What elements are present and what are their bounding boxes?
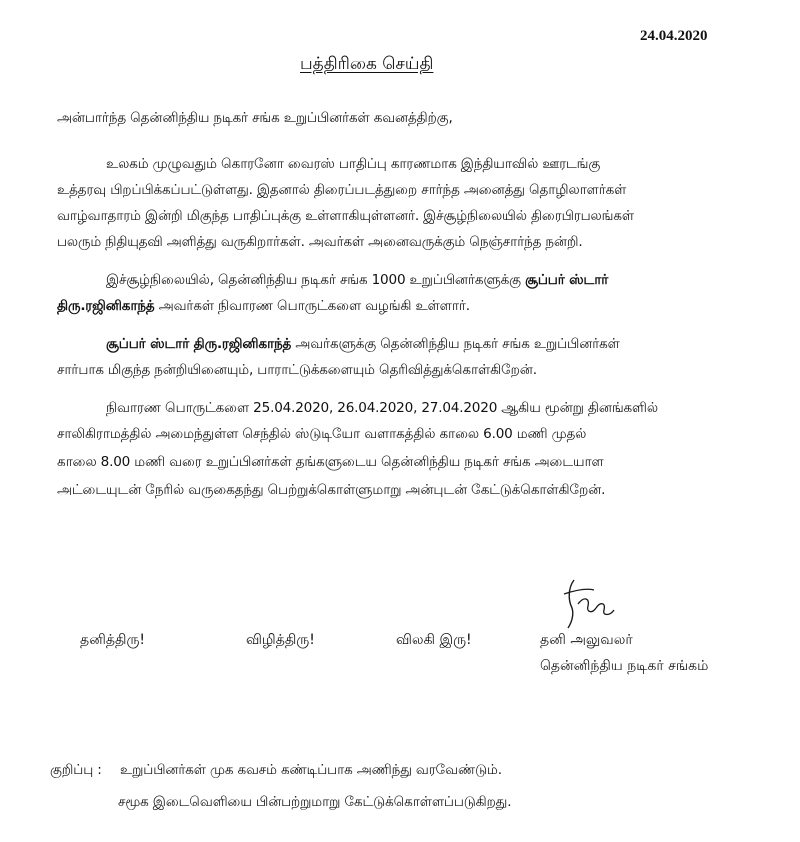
note-label: குறிப்பு : [50,762,102,778]
paragraph-1-line-1: உலகம் முழுவதும் கொரனோ வைரஸ் பாதிப்பு காரணமாக இந்தியாவில் ஊரடங்கு [106,156,601,172]
name-emphasis: திரு.ரஜினிகாந்த் [57,298,155,314]
paragraph-2-line-2 [57,298,470,316]
note-line-2: சமூக இடைவெளியை பின்பற்றுமாறு கேட்டுக்கொள்ளப்படுகிறது. [118,794,512,810]
slogan-stay-alone: தனித்திரு! [80,632,146,648]
paragraph-4-line-2: சாலிகிராமத்தில் அமைந்துள்ள செந்தில் ஸ்டுடியோ வளாகத்தில் காலை 6.00 மணி முதல் [57,426,587,442]
paragraph-4-line-4: அட்டையுடன் நேரில் வருகைதந்து பெற்றுக்கொள்ளுமாறு அன்புடன் கேட்டுக்கொள்கிறேன். [57,482,606,498]
signatory-role: தனி அலுவலர் [540,632,633,648]
signatory-organization: தென்னிந்திய நடிகர் சங்கம் [540,658,709,674]
slogan-keep-distance: விலகி இரு! [396,632,472,648]
paragraph-2-line-1 [106,272,608,290]
paragraph-2-text: அவர்கள் நிவாரண பொருட்களை வழங்கி உள்ளார். [154,298,470,314]
salutation: அன்பார்ந்த தென்னிந்திய நடிகர் சங்க உறுப்பினர்கள் கவனத்திற்கு, [57,110,453,126]
paragraph-4-line-3: காலை 8.00 மணி வரை உறுப்பினர்கள் தங்களுடைய தென்னிந்திய நடிகர் சங்க அடையாள [57,454,604,470]
slogan-stay-alert: விழித்திரு! [246,632,315,648]
document-title: பத்திரிகை செய்தி [300,54,434,74]
document-date: 24.04.2020 [640,28,708,44]
superstar-emphasis: சூப்பர் ஸ்டார் [525,272,609,288]
paragraph-3-line-2: சார்பாக மிகுந்த நன்றியினையும், பாராட்டுக்களையும் தெரிவித்துக்கொள்கிறேன். [57,362,537,378]
paragraph-2-text: இச்சூழ்நிலையில், தென்னிந்திய நடிகர் சங்க 1000 உறுப்பினர்களுக்கு [106,272,526,288]
note-line-1: உறுப்பினர்கள் முக கவசம் கண்டிப்பாக அணிந்து வரவேண்டும். [120,762,502,778]
paragraph-1-line-2: உத்தரவு பிறப்பிக்கப்பட்டுள்ளது. இதனால் திரைப்படத்துறை சார்ந்த அனைத்து தொழிலாளர்கள் [57,182,627,198]
paragraph-1-line-4: பலரும் நிதியுதவி அளித்து வருகிறார்கள். அவர்கள் அனைவருக்கும் நெஞ்சார்ந்த நன்றி. [57,234,583,250]
paragraph-1-line-3: வாழ்வாதாரம் இன்றி மிகுந்த பாதிப்புக்கு உள்ளாகியுள்ளனர். இச்சூழ்நிலையில் திரைபிரபலங்கள் [57,208,634,224]
handwritten-signature [560,574,640,634]
paragraph-3-line-1 [106,336,620,354]
superstar-name-emphasis: சூப்பர் ஸ்டார் திரு.ரஜினிகாந்த் [106,336,292,352]
paragraph-3-text: அவர்களுக்கு தென்னிந்திய நடிகர் சங்க உறுப்பினர்கள் [291,336,620,352]
paragraph-4-line-1: நிவாரண பொருட்களை 25.04.2020, 26.04.2020, 27.04.2020 ஆகிய மூன்று தினங்களில் [106,400,658,416]
